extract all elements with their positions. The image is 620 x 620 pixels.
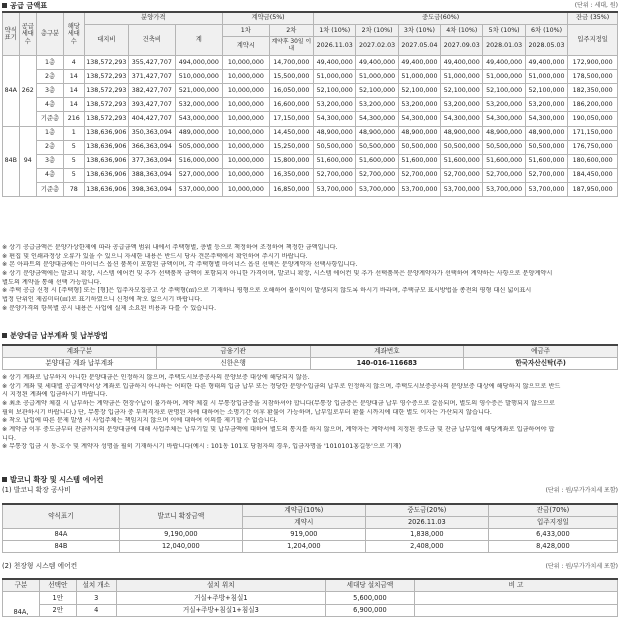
mid6-cell: 51,000,000 xyxy=(525,70,567,84)
units-cell: 5 xyxy=(63,140,84,154)
header-amount: 발코니 확장금액 xyxy=(119,504,242,528)
header-date-5: 2028.01.03 xyxy=(483,37,525,56)
units-cell: 14 xyxy=(63,84,84,98)
account-header: 계좌번호 xyxy=(310,345,464,357)
mid5-cell: 49,400,000 xyxy=(483,56,525,70)
option-cell: 1안 xyxy=(39,592,76,605)
building-cell: 377,363,094 xyxy=(129,154,176,168)
mid2-cell: 48,900,000 xyxy=(356,126,398,140)
mid5-cell: 53,200,000 xyxy=(483,98,525,112)
header-land: 대지비 xyxy=(84,24,128,55)
mid2-cell: 51,600,000 xyxy=(356,154,398,168)
floor-cell: 기준층 xyxy=(37,112,64,126)
price-notes xyxy=(2,244,618,313)
balcony-table xyxy=(2,503,618,553)
note-line: ※ 착오 납입에 따른 문제 발생 시 사업주체는 책임지지 않으며 이에 대하여 이의를 제기할 수 없습니다. xyxy=(2,417,278,425)
aircon-header: 설치 개소 xyxy=(76,579,116,592)
building-cell: 404,427,707 xyxy=(129,112,176,126)
aircon-header: 비 고 xyxy=(415,579,618,592)
mid3-cell: 54,300,000 xyxy=(398,112,440,126)
section-title: 공급 금액표 xyxy=(10,1,48,10)
aircon-table xyxy=(2,578,618,617)
mid2-cell: 52,700,000 xyxy=(356,168,398,182)
balance-cell: 172,900,000 xyxy=(568,56,618,70)
price-cell: 6,900,000 xyxy=(325,604,414,617)
units-cell: 4 xyxy=(63,56,84,70)
supply-price-body xyxy=(3,56,618,197)
payment-account-section xyxy=(2,330,618,370)
table-row xyxy=(3,528,618,540)
total-cell: 516,000,000 xyxy=(175,154,223,168)
balance-cell: 184,450,000 xyxy=(568,168,618,182)
header-mid-4: 4차 (10%) xyxy=(441,24,483,36)
contract2-cell: 16,850,000 xyxy=(269,182,313,196)
contract2-cell: 17,150,000 xyxy=(269,112,313,126)
building-cell: 350,363,094 xyxy=(129,126,176,140)
section-title: 분양대금 납부계좌 및 납부방법 xyxy=(10,331,108,340)
floor-cell: 1층 xyxy=(37,126,64,140)
total-cell: 532,000,000 xyxy=(175,98,223,112)
option-cell: 2안 xyxy=(39,604,76,617)
supply-price-section xyxy=(2,0,618,197)
note-line: 필히 보관하시기 바랍니다.) 단, 무통장 입금자 중 부적격자로 판명된 자에 대하여는 소명기간 이후 환불이 가능하며, 납부일로부터 환불 시까지에 대한 별도 이자는 가산되지 않습니다. xyxy=(2,408,492,416)
floor-cell: 3층 xyxy=(37,84,64,98)
amount-cell: 12,040,000 xyxy=(119,540,242,552)
contract1-cell: 10,000,000 xyxy=(223,56,270,70)
mid3-cell: 48,900,000 xyxy=(398,126,440,140)
header-date-2: 2027.02.03 xyxy=(356,37,398,56)
contract1-cell: 10,000,000 xyxy=(223,84,270,98)
mid6-cell: 53,200,000 xyxy=(525,98,567,112)
land-cell: 138,636,906 xyxy=(84,182,128,196)
middle-cell: 1,838,000 xyxy=(365,528,488,540)
note-line: ※ 상기 공급금액은 분양가상한제에 따라 공급금액 범위 내에서 주택형별, 층별 등으로 책정하여 조정하여 책정한 금액입니다. xyxy=(2,244,338,251)
header-floor: 층구분 xyxy=(37,12,64,56)
aircon-header: 선택안 xyxy=(39,579,76,592)
header-date-6: 2028.05.03 xyxy=(525,37,567,56)
note-line: 니다. xyxy=(2,434,16,442)
mid3-cell: 52,700,000 xyxy=(398,168,440,182)
mid4-cell: 52,700,000 xyxy=(441,168,483,182)
mid1-cell: 50,500,000 xyxy=(314,140,356,154)
mid1-cell: 52,100,000 xyxy=(314,84,356,98)
unit-label: (단위 : 원/부가가치세 포함) xyxy=(545,562,618,570)
table-row xyxy=(3,540,618,552)
mid4-cell: 51,000,000 xyxy=(441,70,483,84)
contract1-cell: 10,000,000 xyxy=(223,168,270,182)
mid3-cell: 53,700,000 xyxy=(398,182,440,196)
table-row xyxy=(3,98,618,112)
total-cell: 489,000,000 xyxy=(175,126,223,140)
table-row xyxy=(3,126,618,140)
mid5-cell: 52,100,000 xyxy=(483,84,525,98)
balance-cell: 176,750,000 xyxy=(568,140,618,154)
note-line: 시 지정된 계좌에 입금하시기 바랍니다. xyxy=(2,391,108,399)
total-cell: 527,000,000 xyxy=(175,168,223,182)
unit-label: (단위 : 원/부가가치세 포함) xyxy=(545,486,618,494)
amount-cell: 9,190,000 xyxy=(119,528,242,540)
balance-cell: 171,150,000 xyxy=(568,126,618,140)
mid6-cell: 51,600,000 xyxy=(525,154,567,168)
mid4-cell: 51,600,000 xyxy=(441,154,483,168)
contract2-cell: 16,050,000 xyxy=(269,84,313,98)
header-type: 약식표기 xyxy=(3,12,20,56)
units-cell: 14 xyxy=(63,98,84,112)
contract1-cell: 10,000,000 xyxy=(223,112,270,126)
contract2-cell: 14,700,000 xyxy=(269,56,313,70)
contract1-cell: 10,000,000 xyxy=(223,182,270,196)
type-cell: 84B xyxy=(3,540,120,552)
count-cell: 3 xyxy=(76,592,116,605)
mid5-cell: 54,300,000 xyxy=(483,112,525,126)
note-line: ※ 최초 공급계약 체결 시 납부하는 계약금은 현장수납이 불가하며, 계약 체결 시 무통장입금증을 지참하셔야 합니다(무통장 입금증은 분양대금 납부 영수증으로 갈음되며, 별도의 영수증은 발행되지 않으므로 xyxy=(2,400,555,408)
header-price: 분양가격 xyxy=(84,12,222,24)
header-date-3: 2027.05.04 xyxy=(398,37,440,56)
mid2-cell: 53,200,000 xyxy=(356,98,398,112)
mid2-cell: 51,000,000 xyxy=(356,70,398,84)
header-units: 해당세대수 xyxy=(63,12,84,56)
location-cell: 거실+주방+침실1 xyxy=(116,592,325,605)
land-cell: 138,636,906 xyxy=(84,168,128,182)
building-cell: 398,363,094 xyxy=(129,182,176,196)
balance-cell: 182,350,000 xyxy=(568,84,618,98)
aircon-subsection xyxy=(2,561,618,572)
bank-name: 신한은행 xyxy=(156,357,310,369)
contract2-cell: 15,250,000 xyxy=(269,140,313,154)
mid3-cell: 52,100,000 xyxy=(398,84,440,98)
mid4-cell: 53,700,000 xyxy=(441,182,483,196)
total-cell: 521,000,000 xyxy=(175,84,223,98)
floor-cell: 4층 xyxy=(37,168,64,182)
mid5-cell: 53,700,000 xyxy=(483,182,525,196)
header-mid-1: 1차 (10%) xyxy=(314,24,356,36)
mid1-cell: 49,400,000 xyxy=(314,56,356,70)
header-type: 약식표기 xyxy=(3,504,120,528)
mid3-cell: 50,500,000 xyxy=(398,140,440,154)
account-holder: 한국자산신탁(주) xyxy=(464,357,618,369)
table-row xyxy=(3,70,618,84)
mid2-cell: 52,100,000 xyxy=(356,84,398,98)
floor-cell: 1층 xyxy=(37,56,64,70)
mid4-cell: 50,500,000 xyxy=(441,140,483,154)
header-contract-2-when: 계약후 30일 이내 xyxy=(269,37,313,56)
total-cell: 494,000,000 xyxy=(175,56,223,70)
header-mid-3: 3차 (10%) xyxy=(398,24,440,36)
mid2-cell: 49,400,000 xyxy=(356,56,398,70)
account-header: 금융기관 xyxy=(156,345,310,357)
table-row xyxy=(3,56,618,70)
mid5-cell: 48,900,000 xyxy=(483,126,525,140)
units-cell: 216 xyxy=(63,112,84,126)
mid6-cell: 53,700,000 xyxy=(525,182,567,196)
subsection-title: (2) 천장형 시스템 에어컨 xyxy=(2,562,78,571)
header-building: 건축비 xyxy=(129,24,176,55)
units-cell: 1 xyxy=(63,126,84,140)
building-cell: 371,427,707 xyxy=(129,70,176,84)
units-cell: 14 xyxy=(63,70,84,84)
contract1-cell: 10,000,000 xyxy=(223,70,270,84)
header-total: 계 xyxy=(175,24,223,55)
contract1-cell: 10,000,000 xyxy=(223,140,270,154)
floor-cell: 4층 xyxy=(37,98,64,112)
count-cell: 4 xyxy=(76,604,116,617)
balance-cell: 6,433,000 xyxy=(488,528,617,540)
note-cell xyxy=(415,592,618,605)
total-cell: 510,000,000 xyxy=(175,70,223,84)
location-cell: 거실+주방+침실1+침실3 xyxy=(116,604,325,617)
table-row xyxy=(3,168,618,182)
note-line: ※ 상기 계좌로 납부하지 아니한 분양대금은 인정하지 않으며, 주택도시보증공사의 분양보증 대상에 해당되지 않음. xyxy=(2,374,310,381)
total-cell: 505,000,000 xyxy=(175,140,223,154)
mid4-cell: 52,100,000 xyxy=(441,84,483,98)
mid6-cell: 54,300,000 xyxy=(525,112,567,126)
header-mid-6: 6차 (10%) xyxy=(525,24,567,36)
mid6-cell: 52,700,000 xyxy=(525,168,567,182)
mid6-cell: 49,400,000 xyxy=(525,56,567,70)
header-middle: 중도금(60%) xyxy=(314,12,568,24)
mid3-cell: 51,000,000 xyxy=(398,70,440,84)
land-cell: 138,636,906 xyxy=(84,140,128,154)
account-type: 분양대금 계좌 납부계좌 xyxy=(3,357,157,369)
header-move-in-date: 입주지정일 xyxy=(568,24,618,55)
mid1-cell: 53,200,000 xyxy=(314,98,356,112)
units-cell: 5 xyxy=(63,154,84,168)
balcony-aircon-section xyxy=(2,474,618,496)
units-cell: 78 xyxy=(63,182,84,196)
table-row xyxy=(3,154,618,168)
aircon-header: 설치 위치 xyxy=(116,579,325,592)
mid3-cell: 51,600,000 xyxy=(398,154,440,168)
mid1-cell: 51,600,000 xyxy=(314,154,356,168)
table-row xyxy=(3,112,618,126)
contract1-cell: 10,000,000 xyxy=(223,98,270,112)
header-supply-units: 공급세대수 xyxy=(19,12,37,56)
building-cell: 388,363,094 xyxy=(129,168,176,182)
balance-cell: 180,600,000 xyxy=(568,154,618,168)
aircon-header: 세대당 설치금액 xyxy=(325,579,414,592)
mid5-cell: 51,000,000 xyxy=(483,70,525,84)
total-cell: 543,000,000 xyxy=(175,112,223,126)
land-cell: 138,636,906 xyxy=(84,126,128,140)
header-contract-when: 계약시 xyxy=(242,516,365,528)
balance-cell: 187,950,000 xyxy=(568,182,618,196)
square-bullet-icon xyxy=(2,477,7,482)
header-balance-when: 입주지정일 xyxy=(488,516,617,528)
table-row xyxy=(3,182,618,196)
subsection-title: (1) 발코니 확장 공사비 xyxy=(2,486,71,495)
contract2-cell: 15,800,000 xyxy=(269,154,313,168)
mid4-cell: 48,900,000 xyxy=(441,126,483,140)
note-line: ※ 편집 및 인쇄과정상 오류가 있을 수 있으니 자세한 내용은 반드시 당사 견본주택에서 확인하여 주시기 바랍니다. xyxy=(2,252,308,260)
header-contract: 계약금(10%) xyxy=(242,504,365,516)
mid2-cell: 54,300,000 xyxy=(356,112,398,126)
mid5-cell: 51,600,000 xyxy=(483,154,525,168)
header-date-1: 2026.11.03 xyxy=(314,37,356,56)
payment-notes xyxy=(2,374,618,452)
note-line: ※ 계약금 이후 중도금부터 잔금까지의 분양대금에 대해 사업주체는 납부기일 및 납부금액에 대하여 별도의 통지를 하지 않으며, 계약자는 계약서에 지정된 중도금 및 잔금 납부일에 해당계좌로 입금하여야 합 xyxy=(2,426,555,434)
header-date-4: 2027.09.03 xyxy=(441,37,483,56)
contract2-cell: 16,350,000 xyxy=(269,168,313,182)
mid6-cell: 50,500,000 xyxy=(525,140,567,154)
table-row xyxy=(3,604,618,617)
header-contract-1-when: 계약시 xyxy=(223,37,270,56)
balance-cell: 8,428,000 xyxy=(488,540,617,552)
mid6-cell: 52,100,000 xyxy=(525,84,567,98)
mid2-cell: 50,500,000 xyxy=(356,140,398,154)
mid1-cell: 52,700,000 xyxy=(314,168,356,182)
note-line: 별도의 계약을 통해 선택 가능합니다. xyxy=(2,278,102,286)
mid5-cell: 50,500,000 xyxy=(483,140,525,154)
section-header xyxy=(2,0,618,11)
supply-count-cell: 94 xyxy=(19,126,37,196)
balcony-table-wrap xyxy=(2,503,618,553)
balance-cell: 190,050,000 xyxy=(568,112,618,126)
type-cell: 84A xyxy=(3,528,120,540)
floor-cell: 2층 xyxy=(37,70,64,84)
aircon-table-wrap xyxy=(2,578,618,617)
land-cell: 138,636,906 xyxy=(84,154,128,168)
header-middle-date: 2026.11.03 xyxy=(365,516,488,528)
type-cell: 84A xyxy=(3,56,20,126)
building-cell: 366,363,094 xyxy=(129,140,176,154)
contract2-cell: 16,600,000 xyxy=(269,98,313,112)
contract2-cell: 15,500,000 xyxy=(269,70,313,84)
header-mid-5: 5차 (10%) xyxy=(483,24,525,36)
middle-cell: 2,408,000 xyxy=(365,540,488,552)
floor-cell: 기준층 xyxy=(37,182,64,196)
square-bullet-icon xyxy=(2,333,7,338)
supply-count-cell: 262 xyxy=(19,56,37,126)
account-header: 예금주 xyxy=(464,345,618,357)
note-cell xyxy=(415,604,618,617)
supply-price-table xyxy=(2,11,618,197)
floor-cell: 2층 xyxy=(37,140,64,154)
mid1-cell: 54,300,000 xyxy=(314,112,356,126)
header-contract: 계약금(5%) xyxy=(223,12,314,24)
account-table xyxy=(2,344,618,370)
contract2-cell: 14,450,000 xyxy=(269,126,313,140)
table-row xyxy=(3,592,618,605)
mid2-cell: 53,700,000 xyxy=(356,182,398,196)
land-cell: 138,572,293 xyxy=(84,112,128,126)
mid3-cell: 53,200,000 xyxy=(398,98,440,112)
note-line: ※ 상기 분양금액에는 발코니 확장, 시스템 에어컨 및 추가 선택품목 금액이 포함되지 아니한 가격이며, 발코니 확장, 시스템 에어컨 및 추가 선택품목은 분양계약자가 선택하여 계약하는 사항으로 분양계약시 xyxy=(2,270,553,278)
section-title: 발코니 확장 및 시스템 에어컨 xyxy=(10,475,104,484)
mid1-cell: 51,000,000 xyxy=(314,70,356,84)
price-cell: 5,600,000 xyxy=(325,592,414,605)
contract-cell: 1,204,000 xyxy=(242,540,365,552)
note-line: ※ 무통장 입금 시 동-호수 및 계약자 성명을 필히 기재하시기 바랍니다(예시 : 101동 101호 당첨자의 경우, 입금자명을 '1010101홍길동'으로 기재) xyxy=(2,443,402,451)
header-balance: 잔금(70%) xyxy=(488,504,617,516)
contract1-cell: 10,000,000 xyxy=(223,154,270,168)
mid4-cell: 54,300,000 xyxy=(441,112,483,126)
account-number: 140-016-116683 xyxy=(310,357,464,369)
header-middle: 중도금(20%) xyxy=(365,504,488,516)
mid3-cell: 49,400,000 xyxy=(398,56,440,70)
building-cell: 355,427,707 xyxy=(129,56,176,70)
balance-cell: 186,200,000 xyxy=(568,98,618,112)
contract1-cell: 10,000,000 xyxy=(223,126,270,140)
mid4-cell: 53,200,000 xyxy=(441,98,483,112)
note-line: ※ 상기 계좌 및 세대별 공급계약서상 계좌로 입금하지 아니하는 어떠한 다른 형태의 입금 납부 또는 정당한 분양수입금의 납부로 인정하지 않으며, 주택도시보증공사의 분양보증 대상에 해당하지 않으므로 반드 xyxy=(2,382,561,390)
total-cell: 537,000,000 xyxy=(175,182,223,196)
account-header: 계좌구분 xyxy=(3,345,157,357)
units-cell: 5 xyxy=(63,168,84,182)
building-cell: 393,427,707 xyxy=(129,98,176,112)
land-cell: 138,572,293 xyxy=(84,70,128,84)
land-cell: 138,572,293 xyxy=(84,84,128,98)
header-contract-1: 1차 xyxy=(223,24,270,36)
note-line: ※ 본 아파트의 분양대금에는 마이너스 옵션 품목이 포함된 금액이며, 각 주택형별 마이너스 옵션 선택은 분양계약자 선택사항입니다. xyxy=(2,261,358,269)
building-cell: 382,427,707 xyxy=(129,84,176,98)
table-row xyxy=(3,84,618,98)
note-line: ※ 주택 공급 신청 시 [주택형] 또는 [형]은 입주자모집공고 상 주택형(㎡)으로 기재하니 평형으로 오해하여 불이익이 발생되지 않도록 하시기 바라며, 주택규모 표시방법을 종전의 평형 대신 넓이표시 xyxy=(2,287,532,295)
table-row xyxy=(3,140,618,154)
mid5-cell: 52,700,000 xyxy=(483,168,525,182)
note-line: 법정 단위인 제곱미터(㎡)로 표기하였으니 신청에 착오 없으시기 바랍니다. xyxy=(2,296,203,304)
balance-cell: 178,500,000 xyxy=(568,70,618,84)
header-mid-2: 2차 (10%) xyxy=(356,24,398,36)
contract-cell: 919,000 xyxy=(242,528,365,540)
header-contract-2: 2차 xyxy=(269,24,313,36)
mid1-cell: 48,900,000 xyxy=(314,126,356,140)
unit-label: (단위 : 세대, 원) xyxy=(574,1,618,9)
type-cell: 84B xyxy=(3,126,20,196)
mid1-cell: 53,700,000 xyxy=(314,182,356,196)
land-cell: 138,572,293 xyxy=(84,56,128,70)
type-cell: 84A, xyxy=(3,592,40,617)
square-bullet-icon xyxy=(2,3,7,8)
header-balance: 잔금 (35%) xyxy=(568,12,618,24)
table-row xyxy=(3,357,618,369)
mid6-cell: 48,900,000 xyxy=(525,126,567,140)
aircon-header: 구분 xyxy=(3,579,40,592)
mid4-cell: 49,400,000 xyxy=(441,56,483,70)
floor-cell: 3층 xyxy=(37,154,64,168)
land-cell: 138,572,293 xyxy=(84,98,128,112)
note-line: ※ 분양가격의 항목별 공시 내용은 사업에 실제 소요된 비용과 다를 수 있습니다. xyxy=(2,304,217,312)
